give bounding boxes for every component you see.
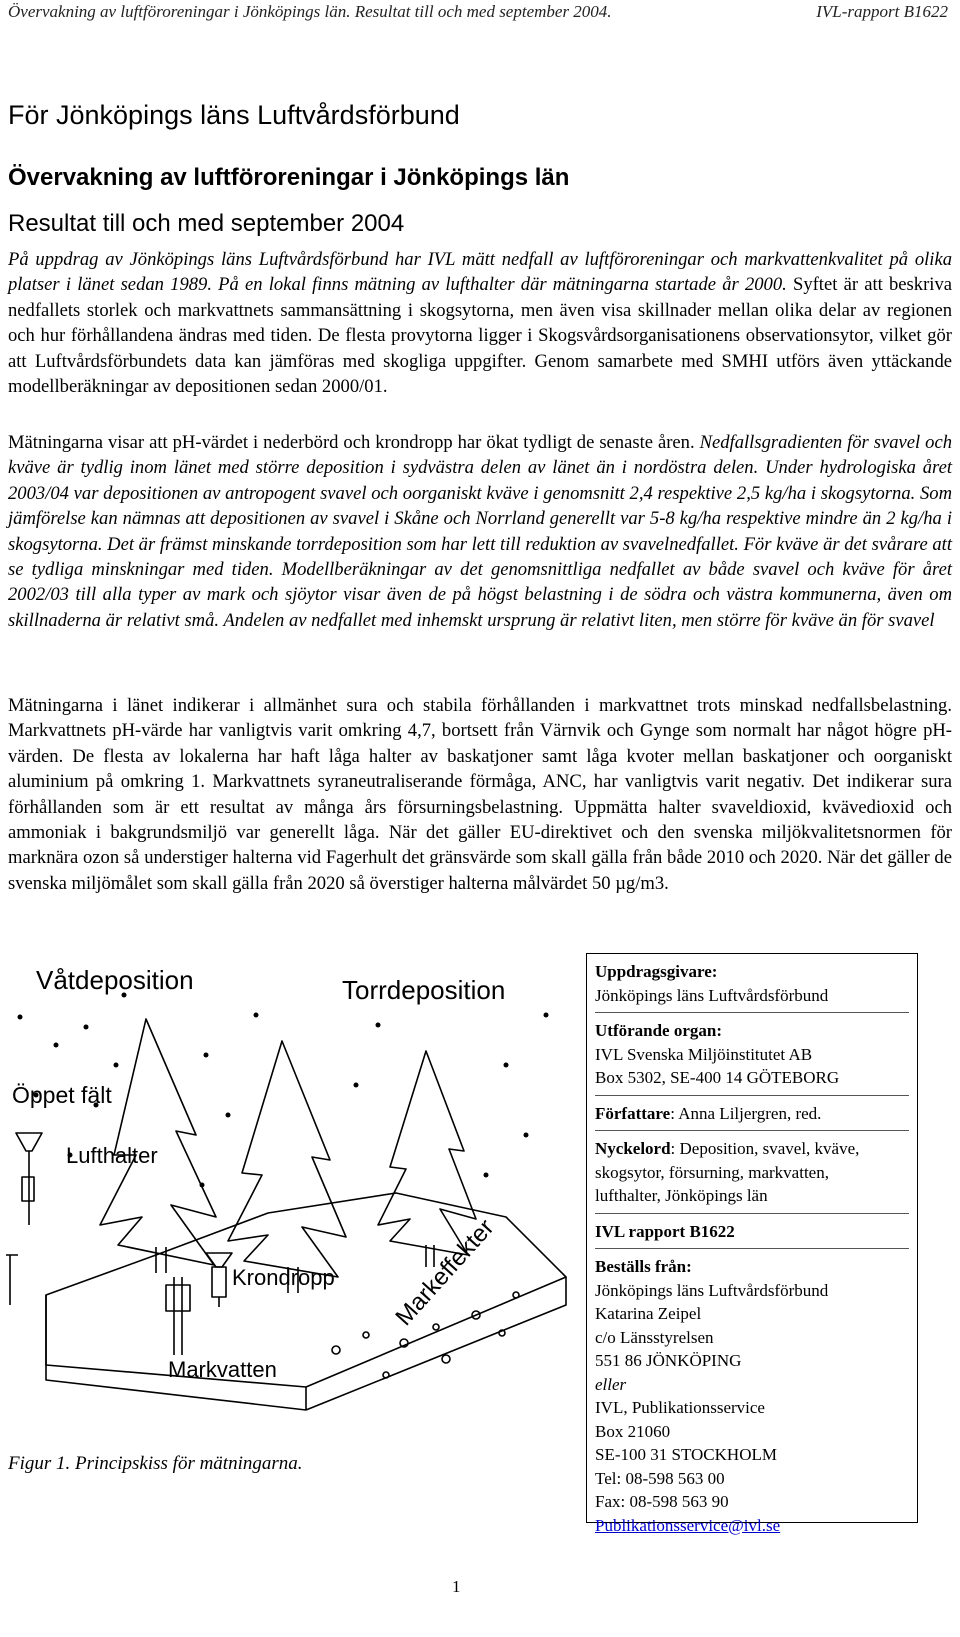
report-title: Övervakning av luftföroreningar i Jönköpings län	[8, 164, 570, 191]
figure-caption: Figur 1. Principskiss för mätningarna.	[8, 1453, 303, 1474]
tree-left-trunk	[156, 1247, 166, 1273]
order-email-link[interactable]: Publikationsservice@ivl.se	[595, 1515, 781, 1535]
page-number: 1	[452, 1577, 461, 1596]
label-air-concentrations: Lufthalter	[66, 1143, 158, 1168]
order-or: eller	[595, 1374, 627, 1394]
air-sampler-stand	[6, 1255, 18, 1305]
paragraph-3-text: Mätningarna i länet indikerar i allmänhet sura och stabila förhållanden i markvattnet trots minskad nedfallsbelastning. Markvattnets pH-värde har vanligtvis varit omkring 4,7, bortsett från Värnvik och Gynge som normalt har något högre pH-värden. De flesta av lokalerna har haft låga halter av baskatjoner samt låga kvoter mellan baskatjoner och oorganiskt aluminium på omkring 1. Markvattnets syraneutraliserande förmåga, ANC, har vanligtvis varit negativ. Det indikerar sura förhållanden som är ett resultat av många års försurningsbelastning. Uppmätta halter svaveldioxid, kvävedioxid och ammoniak i bakgrundsmiljö var generellt låga. När det gäller EU-direktivet och den svenska miljökvalitetsnormen för marknära ozon så understiger halterna vid Fagerhult det gränsvärde som skall gälla från både 2010 och 2020. När det gäller de svenska miljömålet som skall gälla från 2020 så överstiger halterna målvärdet 50 µg/m3.	[8, 695, 952, 894]
order2-line-2: Box 21060	[595, 1421, 671, 1441]
performer-label: Utförande organ:	[595, 1021, 723, 1040]
keywords-line-3: lufthalter, Jönköpings län	[595, 1186, 768, 1205]
info-report-number	[595, 1220, 909, 1250]
paragraph-1-intro: På uppdrag av Jönköpings läns Luftvårdsförbund har IVL mätt nedfall av luftföroreningar och markvattenkvalitet på olika platser i länet sedan 1989. På en lokal finns mätning av lufthalter där mätningarna startade år 2000.	[8, 249, 952, 296]
measurement-sketch-drawing	[6, 955, 578, 1415]
air-sampler	[22, 1177, 34, 1201]
client-label: Uppdragsgivare:	[595, 962, 718, 981]
keywords-label: Nyckelord	[595, 1139, 671, 1158]
tree-left	[100, 1019, 216, 1265]
paragraph-3	[8, 693, 952, 896]
order2-line-3: SE-100 31 STOCKHOLM	[595, 1445, 777, 1464]
throughfall-bottle	[212, 1267, 226, 1297]
info-authors	[595, 1102, 909, 1132]
authors-label: Författare	[595, 1103, 671, 1123]
info-keywords	[595, 1137, 909, 1214]
authors-value: : Anna Liljergren, red.	[670, 1103, 822, 1123]
performer-line-2: Box 5302, SE-400 14 GÖTEBORG	[595, 1068, 840, 1087]
lysimeter-cup	[166, 1285, 190, 1311]
order-label: Beställs från:	[595, 1257, 692, 1276]
order2-fax: Fax: 08-598 563 90	[595, 1492, 729, 1511]
running-header-report-id: IVL-rapport B1622	[816, 2, 948, 21]
order-line-4: 551 86 JÖNKÖPING	[595, 1351, 742, 1370]
label-soil-water: Markvatten	[168, 1357, 277, 1382]
paragraph-1	[8, 247, 952, 399]
label-dry-deposition: Torrdeposition	[342, 975, 506, 1005]
order2-phone: Tel: 08-598 563 00	[595, 1468, 725, 1488]
paragraph-2-intro: Mätningarna visar att pH-värdet i nederbörd och krondropp har ökat tydligt de senaste åren.	[8, 432, 695, 453]
paragraph-2-rest: Nedfallsgradienten för svavel och kväve är tydlig inom länet med större deposition i sydvästra delen av länet än i nordöstra delen. Under hydrologiska året 2003/04 var depositionen av antropogent svavel och oorganiskt kväve i genomsnitt 2,4 respektive 2,5 kg/ha i skogsytorna. Som jämförelse kan nämnas att depositionen av svavel i Skåne och Norrland generellt var 5-8 kg/ha respektive mindre än 2 kg/ha i skogsytorna. Det är främst minskande torrdeposition som har lett till reduktion av svavelnedfallet. För kväve är det svårare att se tydliga minskningar med tiden. Modellberäkningar av det genomsnittliga nedfallet av både svavel och kväve för året 2002/03 till alla typer av mark och sjöytor visar även de på högst belastning i de södra och västra kommunerna, även om skillnaderna är relativt små. Andelen av nedfallet med inhemskt ursprung är relativt liten, men större för kväve än för svavel	[8, 432, 953, 631]
report-number: IVL rapport B1622	[595, 1221, 735, 1241]
lysimeter-tube	[174, 1277, 182, 1355]
order-line-3: c/o Länsstyrelsen	[595, 1327, 714, 1347]
label-soil-effects: Markeffekter	[390, 1214, 500, 1332]
running-header	[8, 2, 952, 24]
order-line-1: Jönköpings läns Luftvårdsförbund	[595, 1280, 829, 1300]
label-wet-deposition: Våtdeposition	[36, 965, 194, 995]
measurement-sketch	[6, 955, 578, 1415]
client-name: Jönköpings läns Luftvårdsförbund	[595, 985, 829, 1005]
info-client	[595, 960, 909, 1013]
paragraph-1-rest: Syftet är att beskriva nedfallets storlek och markvattnets sammansättning i skogsytorna, men även visa skillnader mellan olika delar av regionen och hur förhållandena ändras med tiden. De flesta provytorna ligger i Skogsvårdsorganisationens observationsytor, vilket gör att Luftvårdsförbundets data kan jämföras med skogliga uppgifter. Genom samarbete med SMHI utförs även yttäckande modellberäkningar av depositionen sedan 2000/01.	[8, 274, 952, 398]
tree-right	[378, 1051, 476, 1255]
info-performer	[595, 1019, 909, 1096]
label-open-field: Öppet fält	[12, 1082, 112, 1108]
performer-line-1: IVL Svenska Miljöinstitutet AB	[595, 1044, 813, 1064]
keywords-line-1: : Deposition, svavel, kväve,	[670, 1139, 860, 1158]
keywords-line-2: skogsytor, försurning, markvatten,	[595, 1162, 829, 1182]
report-subtitle: Resultat till och med september 2004	[8, 210, 405, 237]
order-line-2: Katarina Zeipel	[595, 1304, 702, 1323]
report-info-box	[586, 953, 918, 1535]
info-order	[595, 1255, 909, 1542]
running-header-title: Övervakning av luftföroreningar i Jönköpings län. Resultat till och med september 2004.	[8, 2, 612, 21]
order2-line-1: IVL, Publikationsservice	[595, 1398, 765, 1417]
label-throughfall: Krondropp	[232, 1265, 335, 1290]
tree-middle	[228, 1041, 346, 1277]
open-field-funnel	[16, 1133, 42, 1151]
organization-title: För Jönköpings läns Luftvårdsförbund	[8, 100, 460, 130]
paragraph-2	[8, 430, 952, 633]
